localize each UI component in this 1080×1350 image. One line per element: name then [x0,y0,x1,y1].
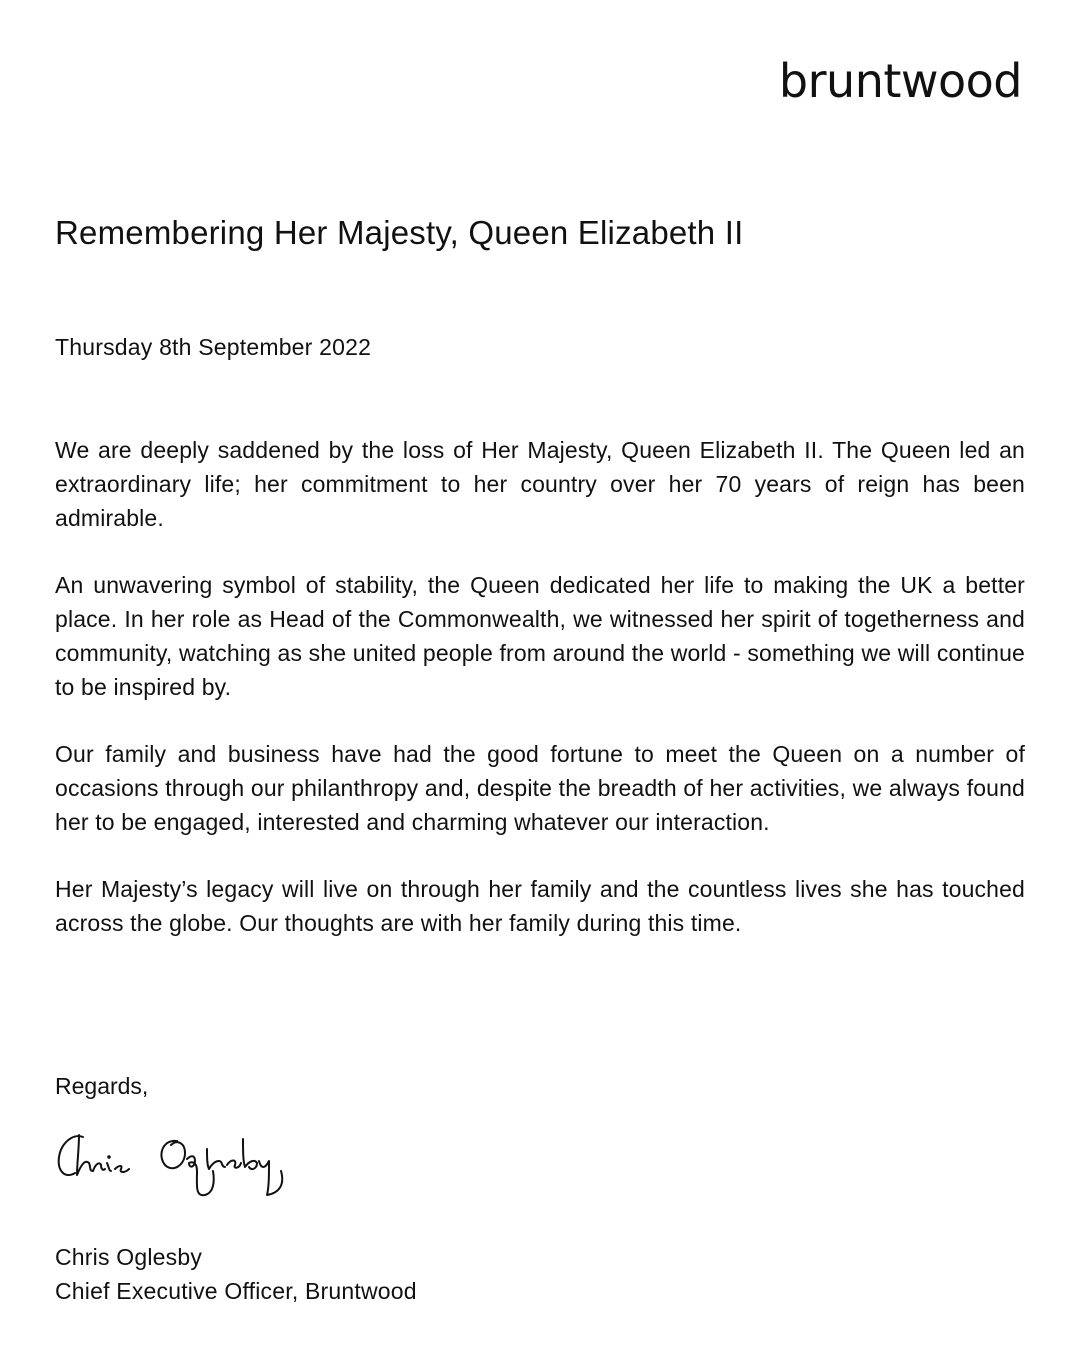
closing-regards: Regards, [55,1073,149,1099]
paragraph-3: Our family and business have had the good fortune to meet the Queen on a number of occasions through our philanthropy and, despite the breadth of her activities, we always found her to be engaged, interested and charming whatever our interaction. [55,741,1025,835]
signer-name: Chris Oglesby [55,1244,203,1270]
letter-body [55,433,1025,973]
signer-title: Chief Executive Officer, Bruntwood [55,1278,417,1304]
letter-date: Thursday 8th September 2022 [55,334,372,360]
handwritten-signature [55,1125,290,1205]
bruntwood-logo: bruntwood [778,54,1022,108]
paragraph-2: An unwavering symbol of stability, the Queen dedicated her life to making the UK a better place. In her role as Head of the Commonwealth, we witnessed her spirit of togetherness and community, watching as she united people from around the world - something we will continue to be inspired by. [55,572,1025,700]
signer-block [55,1240,417,1308]
letter-title: Remembering Her Majesty, Queen Elizabeth II [55,214,744,251]
paragraph-4: Her Majesty’s legacy will live on through her family and the countless lives she has touched across the globe. Our thoughts are with her family during this time. [55,876,1025,936]
paragraph-1: We are deeply saddened by the loss of Her Majesty, Queen Elizabeth II. The Queen led an extraordinary life; her commitment to her country over her 70 years of reign has been admirable. [55,437,1025,531]
